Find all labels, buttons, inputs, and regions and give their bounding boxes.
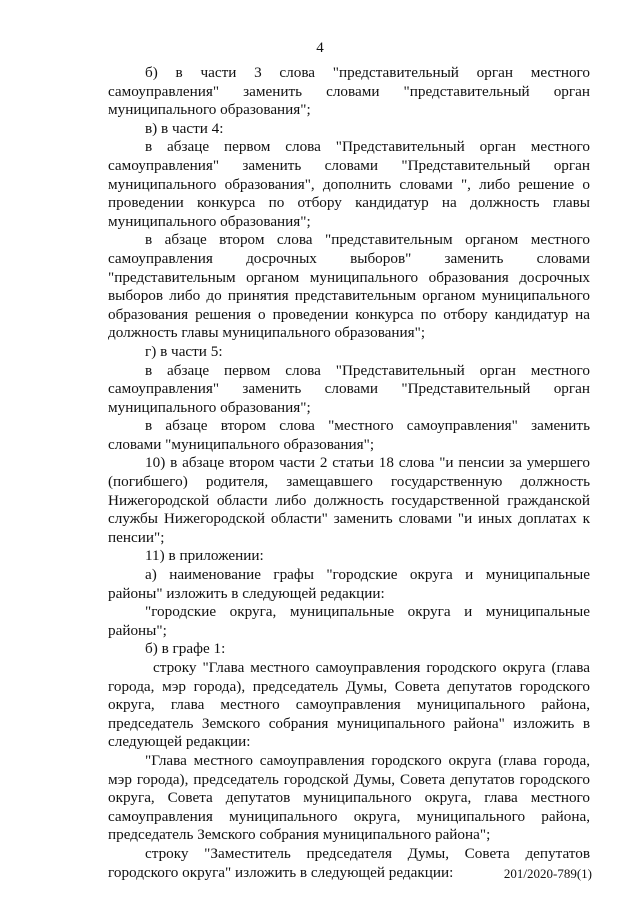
paragraph: г) в части 5:: [145, 342, 223, 360]
paragraph: 11) в приложении:: [145, 547, 264, 565]
paragraph: б) в графе 1:: [145, 640, 226, 658]
paragraph: "Глава местного самоуправления городского округа (глава города, мэр города), председатель городской Думы, Совета депутатов городского округа, Совета депутатов муниципального округа, глава местного самоуправления муниципального округа, муниципального района, председатель Земского собрания муниципального района";: [108, 751, 590, 844]
paragraph: "городские округа, муниципальные округа и муниципальные районы";: [108, 603, 590, 639]
paragraph: в абзаце первом слова "Представительный орган местного самоуправления" заменить словами "Представительный орган муниципального образования", дополнить словами ", либо решение о проведении конкурса по отбору кандидатур на должность главы муниципального образования";: [108, 138, 590, 230]
paragraph: а) наименование графы "городские округа и муниципальные районы" изложить в следующей редакции:: [108, 566, 590, 602]
paragraph: строку "Глава местного самоуправления городского округа (глава города, мэр города), председатель Думы, Совета депутатов городского округа, глава местного самоуправления муниципального района, председатель Земского собрания муниципального района" изложить в следующей редакции:: [108, 659, 590, 751]
paragraph: в абзаце втором слова "представительным органом местного самоуправления досрочных выборов" заменить словами "представительным органом муниципального образования досрочных выборов либо до принятия представительным органом муниципального образования решения о проведении конкурса по отбору кандидатур на должность главы муниципального образования";: [108, 231, 590, 342]
paragraph: в абзаце первом слова "Представительный орган местного самоуправления" заменить словами "Представительный орган муниципального образования";: [108, 361, 590, 416]
paragraph: в абзаце втором слова "местного самоуправления" заменить словами "муниципального образования";: [108, 417, 590, 453]
document-code: 201/2020-789(1): [503, 866, 592, 881]
document-body: [108, 64, 590, 882]
page-number: 4: [316, 40, 324, 56]
paragraph: в) в части 4:: [145, 119, 224, 137]
paragraph: 10) в абзаце втором части 2 статьи 18 слова "и пенсии за умершего (погибшего) родителя, замещавшего государственную должность Нижегородской области либо должность государственной гражданской службы Нижегородской области" заменить словами "и иных доплатах к пенсии";: [108, 454, 590, 546]
paragraph: строку "Заместитель председателя Думы, Совета депутатов городского округа" изложить в следующей редакции:: [108, 844, 590, 881]
paragraph: б) в части 3 слова "представительный орган местного самоуправления" заменить словами "представительный орган муниципального образования";: [108, 64, 590, 119]
